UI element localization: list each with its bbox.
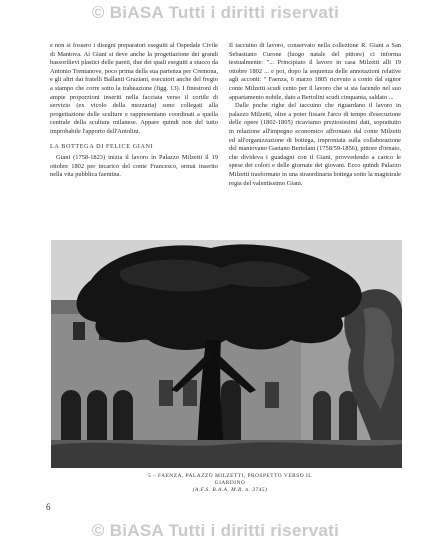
page-number: 6 <box>46 502 51 512</box>
watermark-top <box>0 2 431 24</box>
figure-caption <box>140 473 320 494</box>
watermark-text: © BiASA Tutti i diritti riservati <box>91 3 340 22</box>
watermark-bottom <box>0 520 431 542</box>
caption-title: 5 – FAENZA, PALAZZO MILZETTI, PROSPETTO VERSO IL GIARDINO <box>147 473 313 486</box>
right-paragraph-1: Il taccuino di lavoro, conservato nella collezione R. Giani a San Sebastiano Curone (luogo natale del pittore) ci informa testualmente: "... Principiato il lavoro in casa Milzetti alli 19 ottobre 1802 ... e poi, dopo la sequenza delle annotazioni relative agli acconti: " Faenza, 6 marzo 1805 ricevuto a conto dal signor conte Milzetti scudi cento per il lavoro che si sta facendo nel suo appartamento nobile, dato a Bertolini scudi cinquanta, saldato ... <box>229 42 401 101</box>
right-column <box>229 42 401 188</box>
left-column <box>50 42 218 180</box>
left-paragraph-2: Giani (1758-1823) inizia il lavoro in Palazzo Milzetti il 19 ottobre 1802 per incarico del conte Francesco, ormai inserito nella vita pubblica faentina. <box>50 154 218 179</box>
watermark-text: © BiASA Tutti i diritti riservati <box>91 521 340 540</box>
section-heading: LA BOTTEGA DI FELICE GIANI <box>50 142 154 150</box>
figure-photo <box>51 240 402 468</box>
right-paragraph-2: Dalle poche righe del taccuino che riguardano il lavoro in palazzo Milzetti, oltre a poter fissare l'arco di tempo d'esecuzione delle opere (1802-1805) ricaviamo preziosissimi dati, soprattutto in relazione all'impegno economico affrontato dal conte Milzetti ed all'organizzazione di bottega, improntata sulla collaborazione del mantovano Gaetano Bertolani (1758/59-1856), pittore d'ornato, che divideva i guadagni con il Giani, provvedendo a carico le spese dei colori e delle giornate dei giovani. Ecco quindi Palazzo Milzetti trasformato in una straordinaria bottega sotto la magistrale regia del valentissimo Giani. <box>229 102 401 187</box>
caption-source: (A.F.S. B.A.A. M.R. n. 3745) <box>192 487 268 493</box>
left-paragraph-1: e non si fossero i disegni preparatori eseguiti al Ospedale Civile di Mantova. Ai Giani si deve anche la progettazione dei grandi bassorilievi plastici delle pareti, due dei quali eseguiti a stucco da Antonio Trentanove, poco prima della sua partenza per Cremona, e gli altri dai fratelli Ballanti Graziani, esecutori anche del fregio a stampo che corre sotto la trabeazione (figg. 13). I finestroni di ampie proporzioni inseriti nella facciata verso il cortile di servizio (ex vicolo della mezzaria) sono collegati alla progettazione delle sculture e rappresentano coordinati a quella centrale della scultura milanese. Appare quindi non del tutto improbabile l'apporto dell'Antolini. <box>50 42 218 135</box>
